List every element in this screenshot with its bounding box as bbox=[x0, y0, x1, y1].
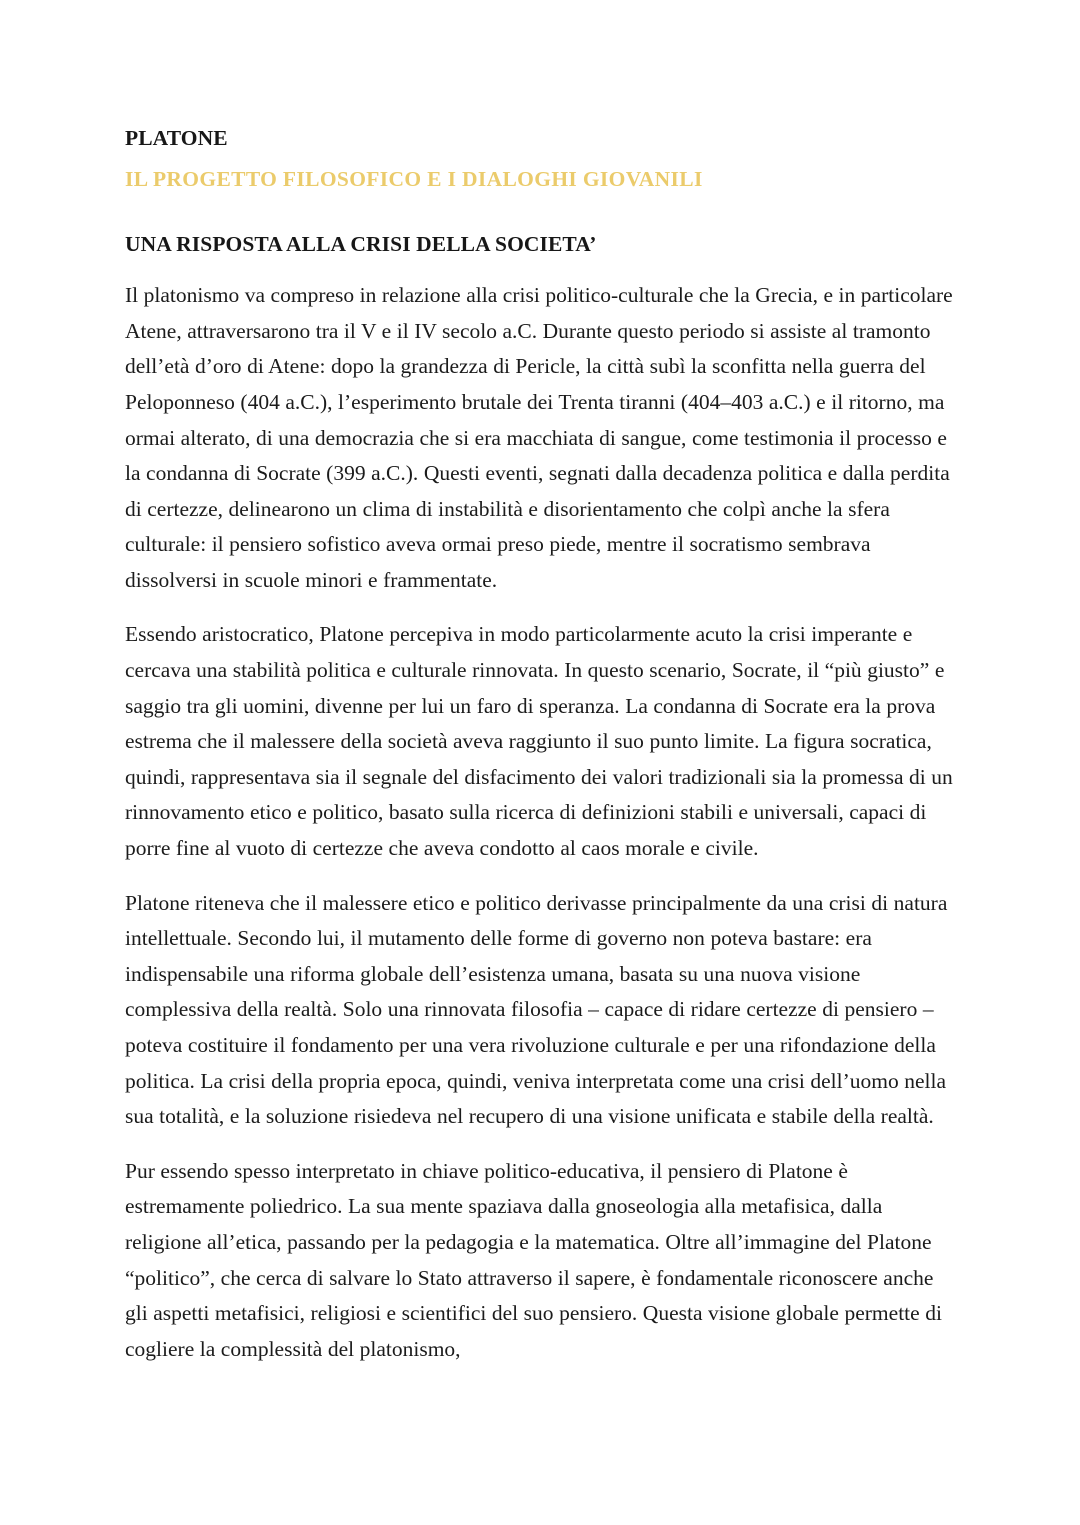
section-heading: UNA RISPOSTA ALLA CRISI DELLA SOCIETA’ bbox=[125, 231, 597, 256]
page-title: PLATONE bbox=[125, 126, 228, 150]
document-content bbox=[125, 124, 953, 1367]
paragraph: Pur essendo spesso interpretato in chiave politico-educativa, il pensiero di Platone è estremamente poliedrico. La sua mente spaziava dalla gnoseologia alla metafisica, dalla religione all’etica, passando per la pedagogia e la matematica. Oltre all’immagine del Platone “politico”, che cerca di salvare lo Stato attraverso il sapere, è fondamentale riconoscere anche gli aspetti metafisici, religiosi e scientifici del suo pensiero. Questa visione globale permette di cogliere la complessità del platonismo, bbox=[125, 1158, 942, 1361]
paragraph: Il platonismo va compreso in relazione alla crisi politico-culturale che la Grecia, e in particolare Atene, attraversarono tra il V e il IV secolo a.C. Durante questo periodo si assiste al tramonto dell’età d’oro di Atene: dopo la grandezza di Pericle, la città subì la sconfitta nella guerra del Peloponneso (404 a.C.), l’esperimento brutale dei Trenta tiranni (404–403 a.C.) e il ritorno, ma ormai alterato, di una democrazia che si era macchiata di sangue, come testimonia il processo e la condanna di Socrate (399 a.C.). Questi eventi, segnati dalla decadenza politica e dalla perdita di certezze, delinearono un clima di instabilità e disorientamento che colpì anche la sfera culturale: il pensiero sofistico aveva ormai preso piede, mentre il socratismo sembrava dissolversi in scuole minori e frammentate. bbox=[125, 283, 953, 592]
document-subtitle: IL PROGETTO FILOSOFICO E I DIALOGHI GIOVANILI bbox=[125, 167, 703, 192]
paragraph: Essendo aristocratico, Platone percepiva in modo particolarmente acuto la crisi imperante e cercava una stabilità politica e culturale rinnovata. In questo scenario, Socrate, il “più giusto” e saggio tra gli uomini, divenne per lui un faro di speranza. La condanna di Socrate era la prova estrema che il malessere della società aveva raggiunto il suo punto limite. La figura socratica, quindi, rappresentava sia il segnale del disfacimento dei valori tradizionali sia la promessa di un rinnovamento etico e politico, basato sulla ricerca di definizioni stabili e universali, capaci di porre fine al vuoto di certezze che aveva condotto al caos morale e civile. bbox=[125, 622, 953, 861]
body-text bbox=[125, 278, 953, 1367]
paragraph: Platone riteneva che il malessere etico e politico derivasse principalmente da una crisi di natura intellettuale. Secondo lui, il mutamento delle forme di governo non poteva bastare: era indispensabile una riforma globale dell’esistenza umana, basata su una nuova visione complessiva della realtà. Solo una rinnovata filosofia – capace di ridare certezze di pensiero – poteva costituire il fondamento per una vera rivoluzione culturale e per una rifondazione della politica. La crisi della propria epoca, quindi, veniva interpretata come una crisi dell’uomo nella sua totalità, e la soluzione risiedeva nel recupero di una visione unificata e stabile della realtà. bbox=[125, 890, 948, 1129]
